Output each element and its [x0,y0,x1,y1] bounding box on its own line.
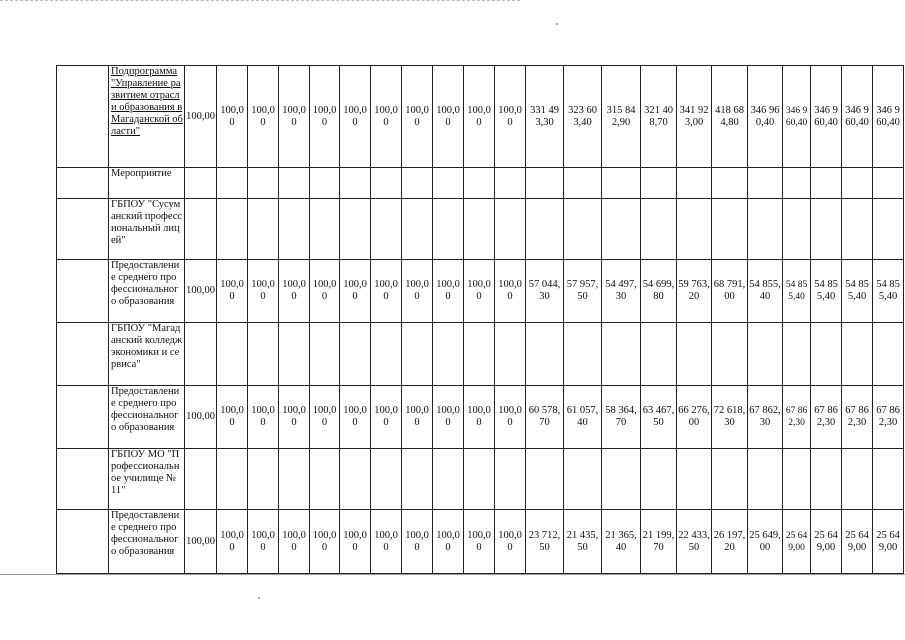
value-cell [677,199,712,260]
value-cell: 100,00 [310,260,340,323]
value-cell: 100,00 [371,66,402,168]
row-label: ГБПОУ "Магаданский колледж экономики и сервиса" [109,323,185,386]
value-cell [564,199,602,260]
value-cell: 100,00 [340,510,371,574]
value-cell: 100,00 [340,260,371,323]
value-cell: 25 649,00 [811,510,842,574]
value-cell: 59 763,20 [677,260,712,323]
value-cell: 67 862,30 [783,386,811,449]
value-cell: 100,00 [248,510,279,574]
value-cell [248,323,279,386]
value-cell [279,168,310,199]
value-cell [783,168,811,199]
value-cell [748,449,783,510]
value-cell: 54 497,30 [602,260,641,323]
value-cell [811,168,842,199]
value-cell [340,449,371,510]
value-cell [641,449,677,510]
table-row [57,66,904,168]
row-number-cell [57,510,109,574]
value-cell [402,199,433,260]
value-cell [783,449,811,510]
value-cell [279,323,310,386]
value-cell: 100,00 [185,260,217,323]
value-cell: 100,00 [217,510,248,574]
value-cell [842,168,873,199]
value-cell: 60 578,70 [526,386,564,449]
row-number-cell [57,260,109,323]
value-cell: 100,00 [464,260,495,323]
value-cell [677,168,712,199]
value-cell [185,449,217,510]
value-cell: 321 408,70 [641,66,677,168]
value-cell: 323 603,40 [564,66,602,168]
value-cell [602,199,641,260]
value-cell [310,449,340,510]
value-cell: 100,00 [433,66,464,168]
value-cell: 57 957,50 [564,260,602,323]
value-cell: 100,00 [217,66,248,168]
value-cell: 67 862,30 [748,386,783,449]
value-cell [602,168,641,199]
row-label: Предоставление среднего профессионального образования [109,260,185,323]
value-cell: 100,00 [279,510,310,574]
value-cell [310,323,340,386]
value-cell: 61 057,40 [564,386,602,449]
value-cell: 100,00 [279,66,310,168]
value-cell: 25 649,00 [783,510,811,574]
value-cell: 346 960,40 [783,66,811,168]
value-cell [185,168,217,199]
table-row [57,323,904,386]
value-cell: 54 855,40 [873,260,904,323]
value-cell [310,168,340,199]
value-cell [185,199,217,260]
value-cell [783,323,811,386]
value-cell: 57 044,30 [526,260,564,323]
value-cell: 100,00 [371,386,402,449]
row-label: ГБПОУ МО "Профессиональное училище № 11" [109,449,185,510]
value-cell [371,449,402,510]
value-cell [340,199,371,260]
value-cell [248,199,279,260]
value-cell [495,199,526,260]
value-cell: 100,00 [464,66,495,168]
row-label: Предоставление среднего профессионального образования [109,386,185,449]
row-number-cell [57,386,109,449]
value-cell: 100,00 [279,260,310,323]
value-cell: 54 699,80 [641,260,677,323]
value-cell: 68 791,00 [712,260,748,323]
value-cell [842,199,873,260]
value-cell: 23 712,50 [526,510,564,574]
value-cell: 346 960,40 [811,66,842,168]
table-row [57,260,904,323]
value-cell [712,199,748,260]
value-cell: 54 855,40 [842,260,873,323]
row-label: Мероприятие [109,168,185,199]
scan-speck [258,597,260,599]
value-cell: 25 649,00 [748,510,783,574]
value-cell [185,323,217,386]
table-row [57,386,904,449]
value-cell [433,199,464,260]
value-cell [310,199,340,260]
value-cell [464,199,495,260]
value-cell [279,199,310,260]
value-cell: 67 862,30 [842,386,873,449]
value-cell [495,323,526,386]
value-cell [217,449,248,510]
value-cell: 341 923,00 [677,66,712,168]
value-cell [495,449,526,510]
value-cell: 100,00 [464,386,495,449]
value-cell [873,323,904,386]
value-cell [464,449,495,510]
value-cell [842,323,873,386]
value-cell: 100,00 [248,260,279,323]
value-cell [641,168,677,199]
value-cell [748,199,783,260]
value-cell [433,449,464,510]
value-cell [402,323,433,386]
value-cell [464,168,495,199]
row-number-cell [57,199,109,260]
row-label: Предоставление среднего профессионального образования [109,510,185,574]
value-cell [712,449,748,510]
value-cell [371,323,402,386]
value-cell [873,168,904,199]
value-cell: 100,00 [433,510,464,574]
value-cell: 21 435,50 [564,510,602,574]
value-cell [564,168,602,199]
value-cell: 100,00 [402,386,433,449]
value-cell: 100,00 [217,260,248,323]
scan-top-edge [0,0,520,1]
value-cell: 26 197,20 [712,510,748,574]
value-cell: 100,00 [340,386,371,449]
value-cell [495,168,526,199]
value-cell [526,323,564,386]
value-cell: 22 433,50 [677,510,712,574]
value-cell: 346 960,40 [748,66,783,168]
value-cell [602,449,641,510]
value-cell [748,168,783,199]
value-cell: 418 684,80 [712,66,748,168]
value-cell: 100,00 [340,66,371,168]
value-cell: 346 960,40 [842,66,873,168]
value-cell: 54 855,40 [783,260,811,323]
value-cell: 67 862,30 [811,386,842,449]
value-cell [526,199,564,260]
value-cell: 100,00 [371,260,402,323]
value-cell [602,323,641,386]
value-cell: 100,00 [495,260,526,323]
value-cell: 100,00 [495,66,526,168]
value-cell: 100,00 [310,386,340,449]
value-cell: 100,00 [495,510,526,574]
value-cell [217,323,248,386]
value-cell [641,323,677,386]
value-cell: 100,00 [248,66,279,168]
value-cell [783,199,811,260]
value-cell [402,449,433,510]
row-number-cell [57,449,109,510]
value-cell: 346 960,40 [873,66,904,168]
value-cell [464,323,495,386]
value-cell: 331 493,30 [526,66,564,168]
value-cell: 315 842,90 [602,66,641,168]
value-cell: 21 199,70 [641,510,677,574]
value-cell: 100,00 [310,66,340,168]
value-cell [433,168,464,199]
value-cell [811,199,842,260]
value-cell: 100,00 [248,386,279,449]
value-cell: 63 467,50 [641,386,677,449]
value-cell [402,168,433,199]
value-cell [248,168,279,199]
value-cell: 67 862,30 [873,386,904,449]
value-cell [641,199,677,260]
value-cell [217,199,248,260]
value-cell: 100,00 [279,386,310,449]
scan-bottom-edge [0,574,905,575]
value-cell: 100,00 [185,510,217,574]
value-cell: 100,00 [185,66,217,168]
row-label: ГБПОУ "Сусуманский профессиональный лицей" [109,199,185,260]
value-cell: 100,00 [371,510,402,574]
value-cell: 66 276,00 [677,386,712,449]
value-cell [217,168,248,199]
value-cell: 58 364,70 [602,386,641,449]
value-cell: 100,00 [464,510,495,574]
value-cell [811,323,842,386]
row-number-cell [57,168,109,199]
value-cell [340,323,371,386]
table-row [57,168,904,199]
value-cell: 100,00 [402,260,433,323]
value-cell: 54 855,40 [748,260,783,323]
value-cell [371,168,402,199]
value-cell: 100,00 [402,66,433,168]
value-cell [340,168,371,199]
value-cell: 25 649,00 [842,510,873,574]
value-cell [526,449,564,510]
value-cell: 100,00 [402,510,433,574]
value-cell: 100,00 [433,386,464,449]
row-number-cell [57,323,109,386]
value-cell [564,449,602,510]
value-cell [677,449,712,510]
budget-table [56,65,904,574]
scan-speck [556,23,558,25]
value-cell: 21 365,40 [602,510,641,574]
value-cell: 25 649,00 [873,510,904,574]
value-cell [873,199,904,260]
table-row [57,449,904,510]
table-row [57,510,904,574]
row-label: Подпрограмма "Управление развитием отрасли образования в Магаданской области" [109,66,185,168]
value-cell [712,323,748,386]
value-cell: 72 618,30 [712,386,748,449]
table-row [57,199,904,260]
value-cell [279,449,310,510]
value-cell: 100,00 [217,386,248,449]
value-cell: 100,00 [185,386,217,449]
value-cell: 54 855,40 [811,260,842,323]
value-cell [712,168,748,199]
value-cell [873,449,904,510]
value-cell [564,323,602,386]
value-cell: 100,00 [495,386,526,449]
row-number-cell [57,66,109,168]
value-cell [677,323,712,386]
value-cell: 100,00 [310,510,340,574]
value-cell [248,449,279,510]
value-cell [371,199,402,260]
value-cell [433,323,464,386]
value-cell [811,449,842,510]
value-cell [526,168,564,199]
value-cell [748,323,783,386]
value-cell: 100,00 [433,260,464,323]
value-cell [842,449,873,510]
